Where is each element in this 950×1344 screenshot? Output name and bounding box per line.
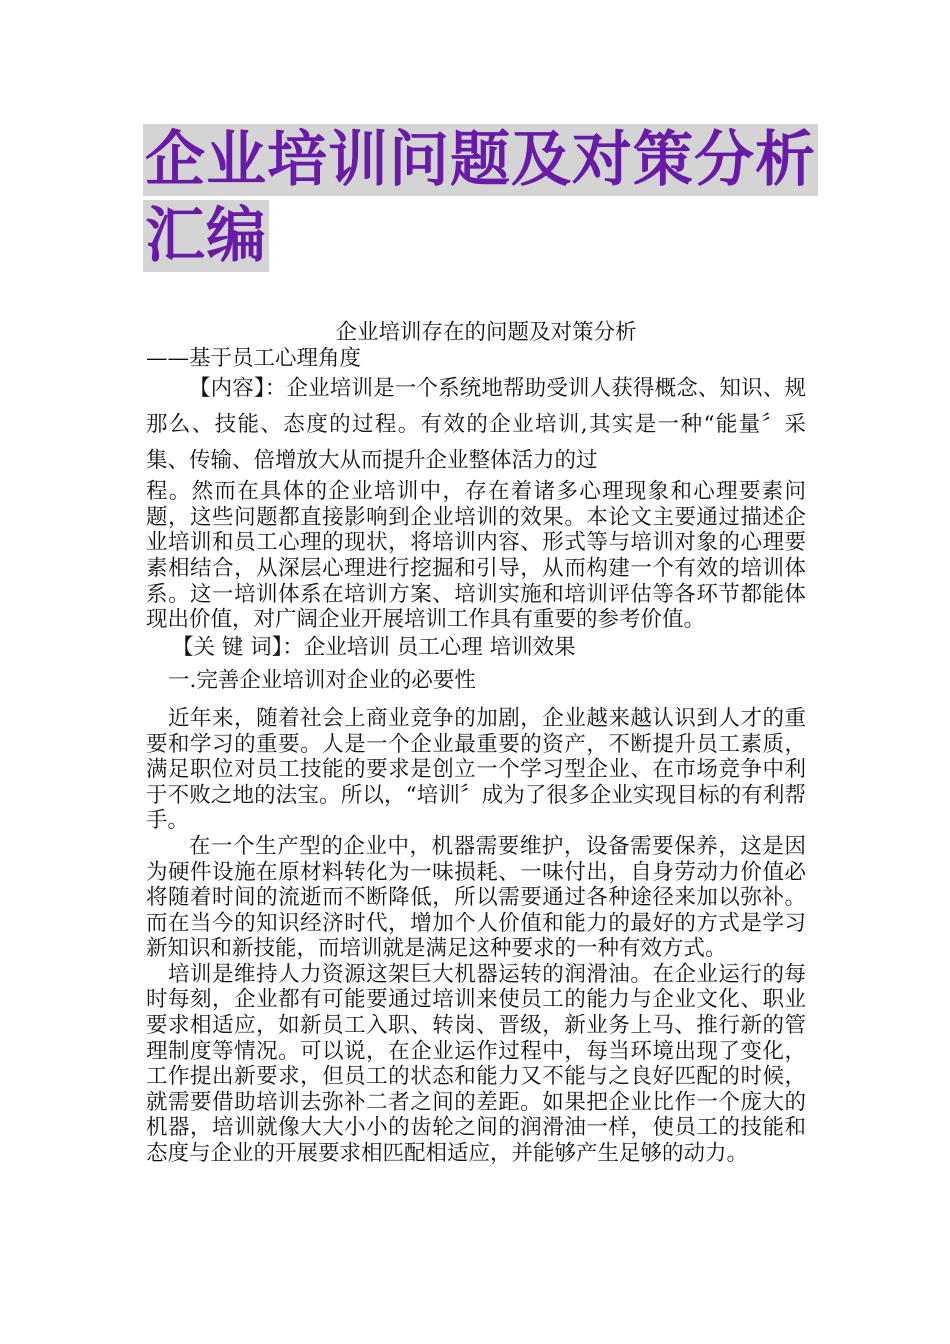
keywords-line: 【关 键 词】：企业培训 员工心理 培训效果	[172, 634, 576, 660]
title-line-2: 汇编	[145, 201, 267, 271]
document-title	[143, 124, 816, 276]
body-paragraph-3: 培训是维持人力资源这架巨大机器运转的润滑油。在企业运行的每时每刻，企业都有可能要通过培训来使员工的能力与企业文化、职业要求相适应，如新员工入职、转岗、晋级，新业务上马、推行新的管理制度等情况。可以说，在企业运作过程中，每当环境出现了变化，工作提出新要求，但员工的状态和能力又不能与之良好匹配的时候，就需要借助培训去弥补二者之间的差距。如果把企业比作一个庞大的机器，培训就像大大小小的齿轮之间的润滑油一样，使员工的技能和态度与企业的开展要求相匹配相适应，并能够产生足够的动力。	[146, 961, 806, 1167]
section-heading: 一.完善企业培训对企业的必要性	[168, 668, 476, 694]
document-body	[146, 320, 806, 1167]
body-paragraph-2: 在一个生产型的企业中，机器需要维护，设备需要保养，这是因为硬件设施在原材料转化为一味损耗、一味付出，自身劳动力价值必将随着时间的流逝而不断降低，所以需要通过各种途径来加以弥补。而在当今的知识经济时代，增加个人价值和能力的最好的方式是学习新知识和新技能，而培训就是满足这种要求的一种有效方式。	[146, 833, 806, 962]
title-line-1: 企业培训问题及对策分析	[145, 125, 816, 195]
paper-subtitle: 企业培训存在的问题及对策分析	[335, 320, 637, 345]
body-paragraph-1: 近年来，随着社会上商业竞争的加剧，企业越来越认识到人才的重要和学习的重要。人是一个企业最重要的资产，不断提升员工素质，满足职位对员工技能的要求是创立一个学习型企业、在市场竞争中利于不败之地的法宝。所以，“培训〞成为了很多企业实现目标的有利帮手。	[146, 705, 806, 834]
abstract-paragraph-part2: 程。然而在具体的企业培训中，存在着诸多心理现象和心理要素问题，这些问题都直接影响到企业培训的效果。本论文主要通过描述企业培训和员工心理的现状，将培训内容、形式等与培训对象的心理要素相结合，从深层心理进行挖掘和引导，从而构建一个有效的培训体系。这一培训体系在培训方案、培训实施和培训评估等各环节都能体现出价值，对广阔企业开展培训工作具有重要的参考价值。	[146, 479, 806, 633]
paper-subtitle-dash: ——基于员工心理角度	[146, 345, 362, 371]
abstract-paragraph-part1: 【内容】：企业培训是一个系统地帮助受训人获得概念、知识、规那么、技能、态度的过程。有效的企业培训,其实是一种“能量〞采集、传输、倍增放大从而提升企业整体活力的过	[146, 376, 806, 474]
